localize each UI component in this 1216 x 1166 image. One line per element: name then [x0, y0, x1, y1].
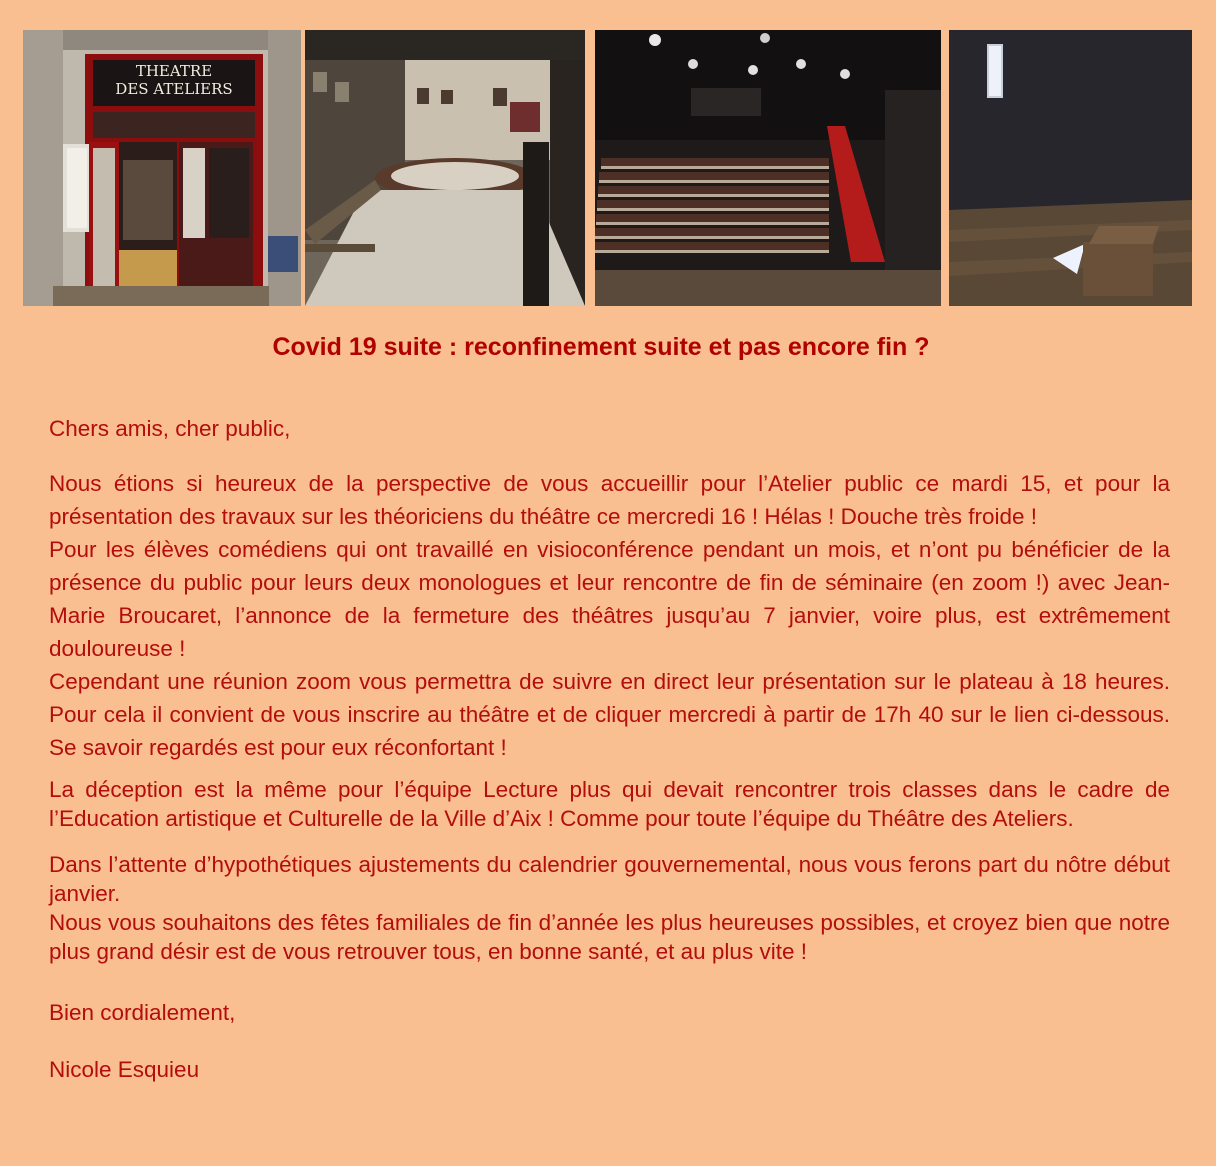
letter-paragraph: Cependant une réunion zoom vous permettra de suivre en direct leur présentation sur le plateau à 18 heures. Pour cela il convient de vous inscrire au théâtre et de cliquer mercredi à partir de 17h 40 sur le lien ci-dessous. Se savoir regardés est pour eux réconfortant !: [49, 669, 1170, 760]
letter-paragraph: Pour les élèves comédiens qui ont travaillé en visioconférence pendant un mois, et n’ont pu bénéficier de la présence du public pour leurs deux monologues et leur rencontre de fin de séminaire (en zoom !) avec Jean-Marie Broucaret, l’annonce de la fermeture des théâtres jusqu’au 7 janvier, voire plus, est extrêmement douloureuse !: [49, 537, 1170, 661]
entrance-sign-line1: THEATRE: [135, 62, 213, 80]
letter-paragraph: Nous étions si heureux de la perspective de vous accueillir pour l’Atelier public ce mardi 15, et pour la présentation des travaux sur les théoriciens du théâtre ce mercredi 16 ! Hélas ! Douche très froide !: [49, 471, 1170, 529]
letter-paragraph: La déception est la même pour l’équipe Lecture plus qui devait rencontrer trois classes dans le cadre de l’Education artistique et Culturelle de la Ville d’Aix ! Comme pour toute l’équipe du Théâtre des Ateliers.: [49, 777, 1170, 831]
letter-signature: Nicole Esquieu: [49, 1057, 200, 1082]
letter-paragraph: Nous vous souhaitons des fêtes familiales de fin d’année les plus heureuses possibles, et croyez bien que notre plus grand désir est de vous retrouver tous, en bonne santé, et au plus vite !: [49, 910, 1170, 964]
page-title: Covid 19 suite : reconfinement suite et pas encore fin ?: [272, 333, 930, 361]
entrance-sign-line2: DES ATELIERS: [115, 80, 233, 98]
letter-paragraph: Dans l’attente d’hypothétiques ajustements du calendrier gouvernemental, nous vous ferons part du nôtre début janvier.: [49, 852, 1170, 906]
letter-body: [49, 412, 1170, 1086]
letter-greeting: Chers amis, cher public,: [49, 416, 291, 441]
theatre-stage-photo: [949, 30, 1192, 306]
letter-closing: Bien cordialement,: [49, 1000, 236, 1025]
theatre-entrance-photo: [23, 30, 301, 306]
theatre-seating-photo: [595, 30, 941, 306]
theatre-lobby-photo: [305, 30, 585, 306]
